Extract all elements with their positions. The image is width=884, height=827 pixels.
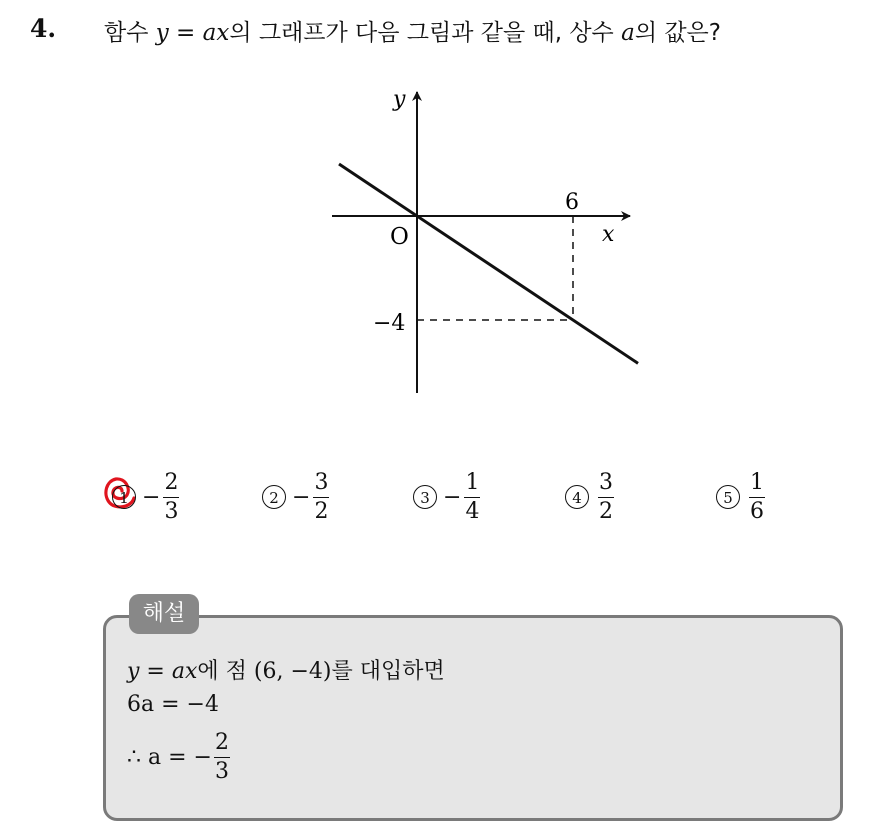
fraction-bar [313, 497, 329, 498]
choice-3-number: 3 [413, 485, 437, 509]
solution-line-2: 6a = −4 [127, 692, 219, 717]
origin-label: O [390, 224, 409, 250]
choice-1-denominator: 3 [164, 498, 179, 524]
choice-2[interactable] [262, 466, 329, 528]
question-text-suffix: 의 값은? [634, 20, 721, 46]
choice-4-number: 4 [565, 485, 589, 509]
solution-tag: 해설 [129, 594, 199, 634]
question-number: 4. [30, 14, 57, 43]
solution-box [103, 615, 843, 821]
choice-2-number: 2 [262, 485, 286, 509]
fraction-bar [214, 757, 230, 758]
y-tick-label: −4 [373, 311, 406, 336]
choice-5-numerator: 1 [750, 469, 764, 495]
choice-3[interactable] [413, 466, 480, 528]
choice-2-numerator: 3 [314, 469, 329, 495]
choice-3-sign: − [443, 484, 462, 510]
choice-5-denominator: 6 [750, 498, 764, 524]
fraction-bar [749, 497, 765, 498]
solution-text-1: 에 점 [197, 659, 247, 684]
solution-line-1 [127, 654, 445, 685]
y-axis-label: y [393, 87, 406, 112]
x-axis-label: x [602, 222, 615, 247]
choice-3-numerator: 1 [465, 469, 480, 495]
choice-5-number: 5 [716, 485, 740, 509]
solution-fraction [214, 730, 230, 785]
choice-1-number: 1 [112, 485, 136, 509]
choice-4-denominator: 2 [599, 498, 613, 524]
choice-5[interactable] [716, 466, 765, 528]
choice-1[interactable] [112, 466, 179, 528]
choice-4-fraction [598, 470, 614, 525]
solution-denominator: 3 [214, 759, 229, 784]
fraction-bar [598, 497, 614, 498]
choice-3-denominator: 4 [465, 498, 480, 524]
choice-4-numerator: 3 [599, 469, 613, 495]
choice-4[interactable] [565, 466, 614, 528]
solution-result: ∴ a = − [127, 745, 212, 770]
choice-2-fraction [313, 470, 329, 525]
choice-1-fraction [163, 470, 179, 525]
question-var-a: a [621, 20, 635, 46]
solution-numerator: 2 [214, 730, 229, 755]
solution-line-3 [127, 730, 230, 785]
fraction-bar [163, 497, 179, 498]
choice-2-denominator: 2 [314, 498, 329, 524]
fraction-bar [464, 497, 480, 498]
choice-3-fraction [464, 470, 480, 525]
question-formula: y = ax [155, 20, 230, 46]
question-text-mid: 의 그래프가 다음 그림과 같을 때, 상수 [229, 20, 614, 46]
choice-1-sign: − [142, 484, 161, 510]
solution-formula: y = ax [127, 659, 198, 684]
question-text-prefix: 함수 [104, 20, 149, 46]
choice-2-sign: − [292, 484, 311, 510]
solution-point: (6, −4) [253, 659, 332, 684]
x-tick-label: 6 [565, 190, 579, 215]
solution-text-2: 를 대입하면 [331, 659, 445, 684]
choice-1-numerator: 2 [164, 469, 179, 495]
choice-5-fraction [749, 470, 765, 525]
